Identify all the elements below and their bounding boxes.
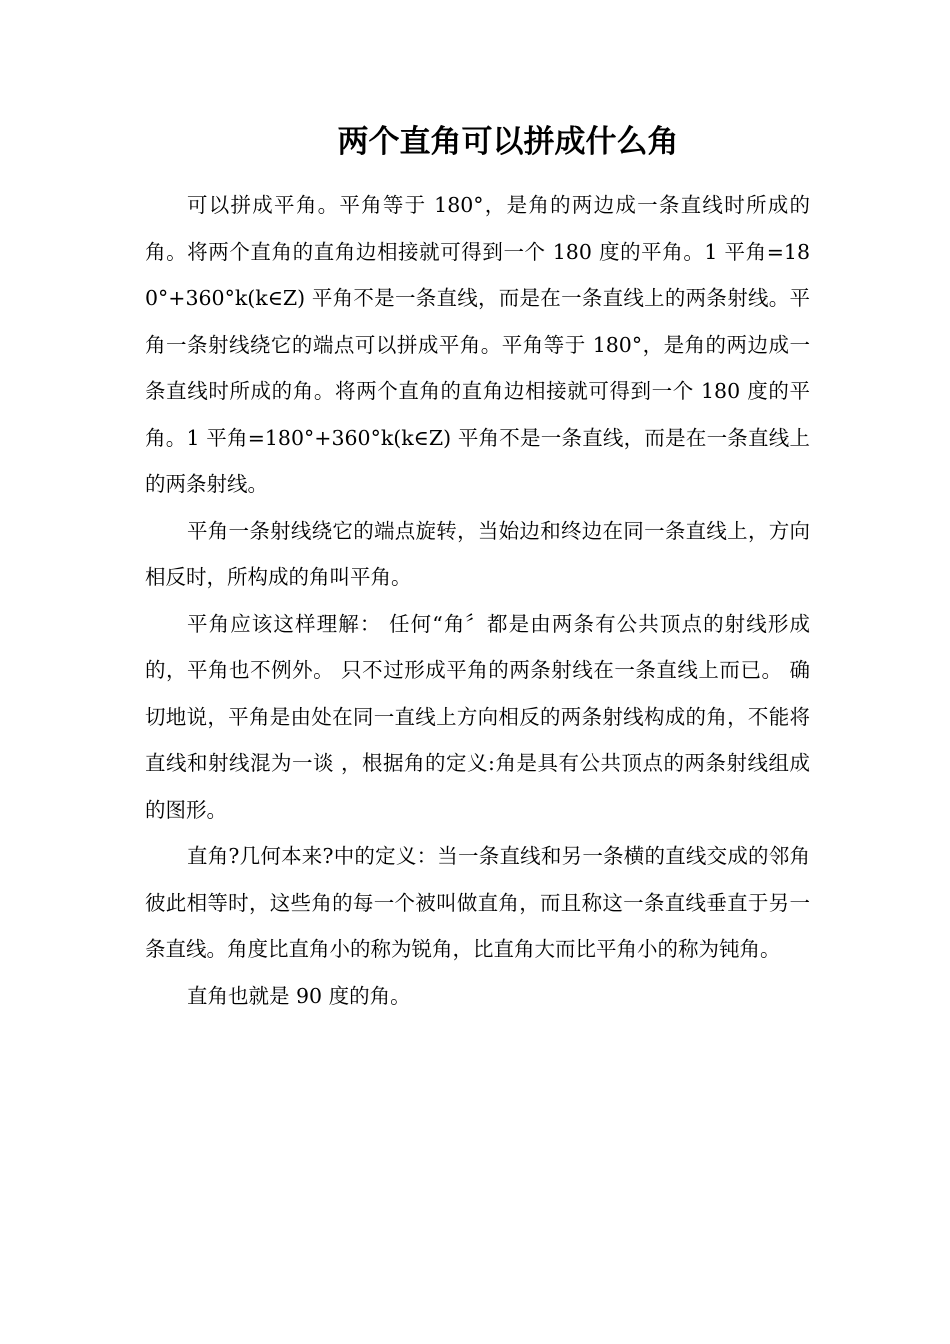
document-title: 两个直角可以拼成什么角 [337, 124, 679, 160]
paragraph-5: 直角也就是 90 度的角。 [187, 983, 411, 1008]
paragraph-1: 可以拼成平角。平角等于 180°，是角的两边成一条直线时所成的角。将两个直角的直角边相接就可得到一个 180 度的平角。1 平角=180°+360°k(k∈Z) 平角不是一条直线，而是在一条直线上的两条射线。平角一条射线绕它的端点可以拼成平角。平角等于 180°，是角的两边成一条直线时所成的角。将两个直角的直角边相接就可得到一个 180 度的平角。1 平角=180°+360°k(k∈Z) 平角不是一条直线，而是在一条直线上的两条射线。 [145, 193, 810, 496]
paragraph-2: 平角一条射线绕它的端点旋转，当始边和终边在同一条直线上，方向相反时，所构成的角叫平角。 [145, 518, 810, 589]
paragraph-3: 平角应该这样理解： 任何“角〞都是由两条有公共顶点的射线形成的，平角也不例外。 只不过形成平角的两条射线在一条直线上而已。 确切地说，平角是由处在同一直线上方向相反的两条射线构成的角，不能将直线和射线混为一谈 ，根据角的定义:角是具有公共顶点的两条射线组成的图形。 [145, 611, 810, 822]
document-body [145, 182, 810, 1019]
paragraph-4: 直角?几何本来?中的定义：当一条直线和另一条横的直线交成的邻角彼此相等时，这些角的每一个被叫做直角，而且称这一条直线垂直于另一条直线。角度比直角小的称为锐角，比直角大而比平角小的称为钝角。 [145, 844, 810, 961]
